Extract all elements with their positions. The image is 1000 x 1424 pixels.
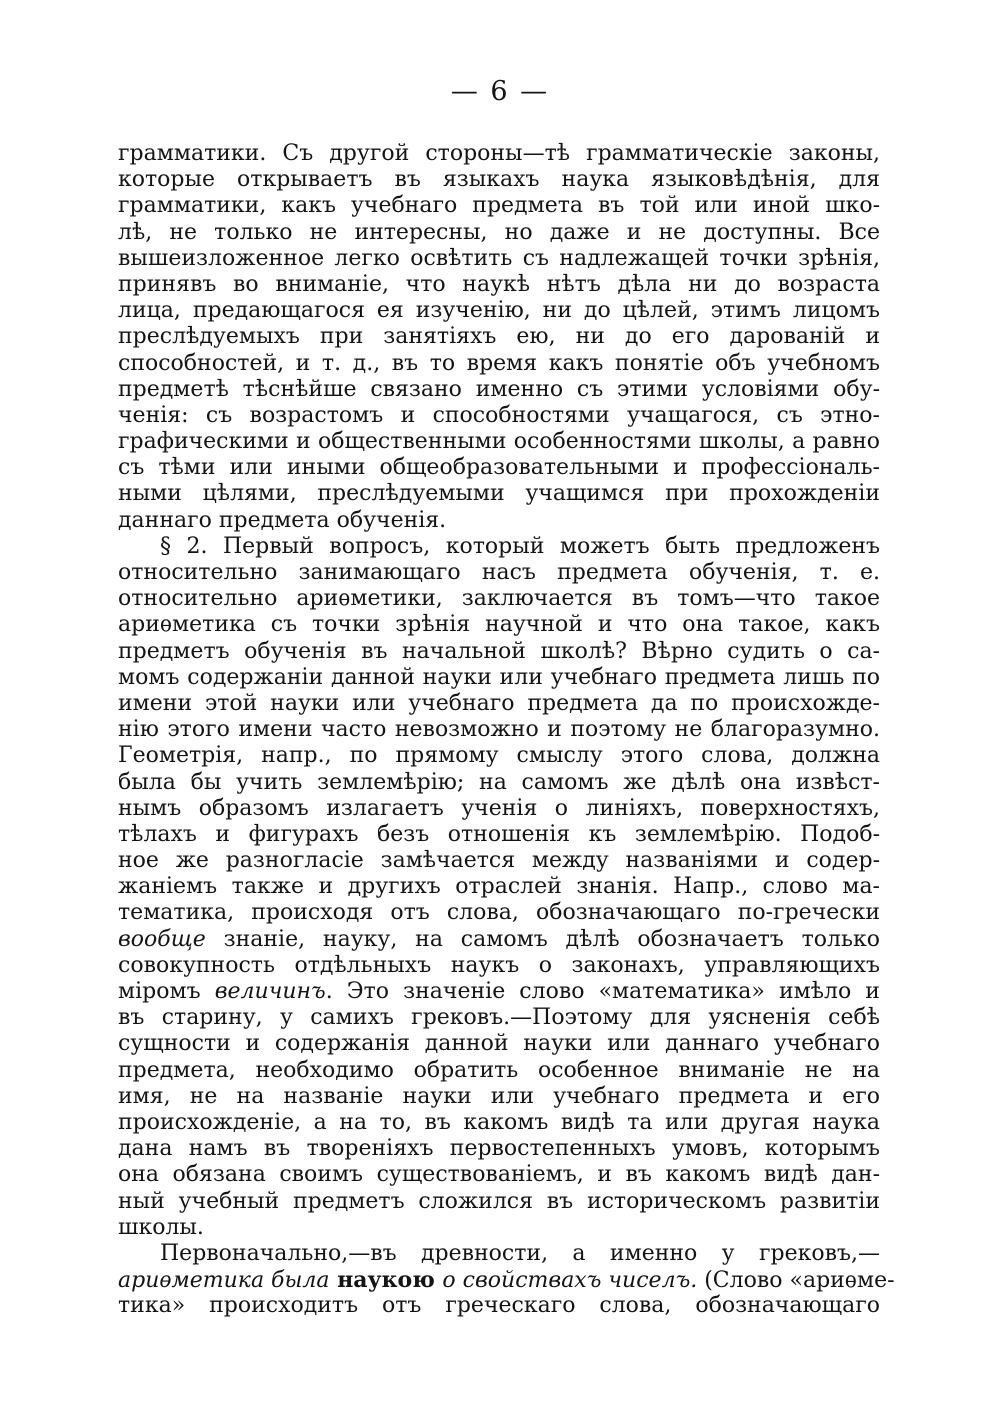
text-line: происхожденіе, а на то, въ какомъ видѣ та или другая наука (118, 1109, 880, 1135)
text-line-with-emphasis (118, 927, 880, 953)
text-line: которые открываетъ въ языкахъ наука языковѣдѣнія, для (118, 167, 880, 193)
text-line: имени этой науки или учебнаго предмета да по происхожде- (118, 690, 880, 716)
text-line: была бы учить землемѣрію; на самомъ же дѣлѣ она извѣст- (118, 769, 880, 795)
text-line: ный учебный предметъ сложился въ историческомъ развитіи (118, 1188, 880, 1214)
text-line: предметѣ тѣснѣйше связано именно съ этими условіями обу- (118, 376, 880, 402)
text-line: съ тѣми или иными общеобразовательными и профессіональ- (118, 455, 880, 481)
text-line-with-emphasis (118, 979, 880, 1005)
emphasized-phrase: ариѳметика была (118, 1268, 330, 1294)
text-line: совокупность отдѣльныхъ наукъ о законахъ, управляющихъ (118, 952, 880, 978)
text-line: тѣлахъ и фигурахъ безъ отношенія къ землемѣрію. Подоб- (118, 821, 880, 847)
text-line: грамматики. Съ другой стороны—тѣ грамматическіе законы, (118, 141, 880, 166)
text-line: тика» происходитъ отъ греческаго слова, обозначающаго (118, 1293, 880, 1319)
text-line: тематика, происходя отъ слова, обозначающаго по-гречески (118, 900, 880, 926)
text-line: ными цѣлями, преслѣдуемыми учащимся при прохожденіи (118, 481, 880, 507)
text-line: относительно занимающаго насъ предмета обученія, т. е. (118, 560, 880, 585)
line-text: міромъ (118, 979, 215, 1004)
text-line: дана намъ въ твореніяхъ первостепенныхъ умовъ, которымъ (118, 1136, 880, 1162)
emphasized-word: вообще (118, 926, 206, 952)
text-line: въ старину, у самихъ грековъ.—Поэтому для уясненія себѣ (118, 1005, 880, 1031)
text-line: Геометрія, напр., по прямому смыслу этого слова, должна (118, 743, 880, 769)
text-line: сущности и содержанія данной науки или даннаго учебнаго (118, 1031, 880, 1057)
text-line: ариѳметика съ точки зрѣнія научной и что она такое, какъ (118, 612, 880, 638)
line-text: знаніе, науку, на самомъ дѣлѣ обозначаетъ только (205, 926, 880, 952)
text-line: момъ содержаніи данной науки или учебнаго предмета лишь по (118, 664, 880, 690)
paragraph-start-line: Первоначально,—въ древности, а именно у грековъ,— (160, 1240, 880, 1266)
text-line: лица, предающагося ея изученію, ни до цѣлей, этимъ лицомъ (118, 298, 880, 324)
text-line: принявъ во вниманіе, что наукѣ нѣтъ дѣла ни до возраста (118, 271, 880, 297)
text-line: ное же разногласіе замѣчается между названіями и содер- (118, 848, 880, 874)
section-heading-line: § 2. Первый вопросъ, который можетъ быть предложенъ (160, 533, 880, 559)
text-line: нымъ образомъ излагаетъ ученія о линіяхъ, поверхностяхъ, (118, 795, 880, 821)
text-line: школы. (118, 1214, 204, 1240)
text-line: имя, не на названіе науки или учебнаго предмета и его (118, 1083, 880, 1109)
text-line: графическими и общественными особенностями школы, а равно (118, 429, 880, 455)
text-line: нію этого имени часто невозможно и поэтому не благоразумно. (118, 717, 880, 743)
text-line: ченія: съ возрастомъ и способностями учащагося, съ этно- (118, 402, 880, 428)
text-line: преслѣдуемыхъ при занятіяхъ ею, ни до его дарованій и (118, 324, 880, 350)
text-line: предметъ обученія въ начальной школѣ? Вѣрно судить о са- (118, 638, 880, 664)
text-line: относительно ариѳметики, заключается въ томъ—что такое (118, 586, 880, 612)
emphasized-phrase: о свойствахъ чиселъ. (442, 1268, 698, 1294)
body-text (118, 141, 895, 1319)
text-line: лѣ, не только не интересны, но даже и не доступны. Все (118, 219, 880, 245)
text-line: способностей, и т. д., въ то время какъ понятіе объ учебномъ (118, 350, 880, 376)
bold-word: наукою (329, 1267, 443, 1294)
text-line: предмета, необходимо обратить особенное вниманіе не на (118, 1057, 880, 1083)
text-line: вышеизложенное легко освѣтить съ надлежащей точки зрѣнія, (118, 245, 880, 271)
emphasized-word: величинъ (214, 979, 326, 1004)
line-text: . Это значеніе слово «математика» имѣло и (325, 979, 880, 1004)
text-line: даннаго предмета обученія. (118, 507, 447, 533)
text-line: она обязана своимъ существованіемъ, и въ какомъ видѣ дан- (118, 1162, 880, 1188)
text-line: жаніемъ также и другихъ отраслей знанія. Напр., слово ма- (118, 874, 880, 900)
line-text: (Слово «ариѳме- (697, 1268, 895, 1294)
text-line: грамматики, какъ учебнаго предмета въ той или иной шко- (118, 193, 880, 219)
page-number: — 6 — (450, 76, 550, 107)
text-line-with-emphasis (118, 1267, 895, 1294)
